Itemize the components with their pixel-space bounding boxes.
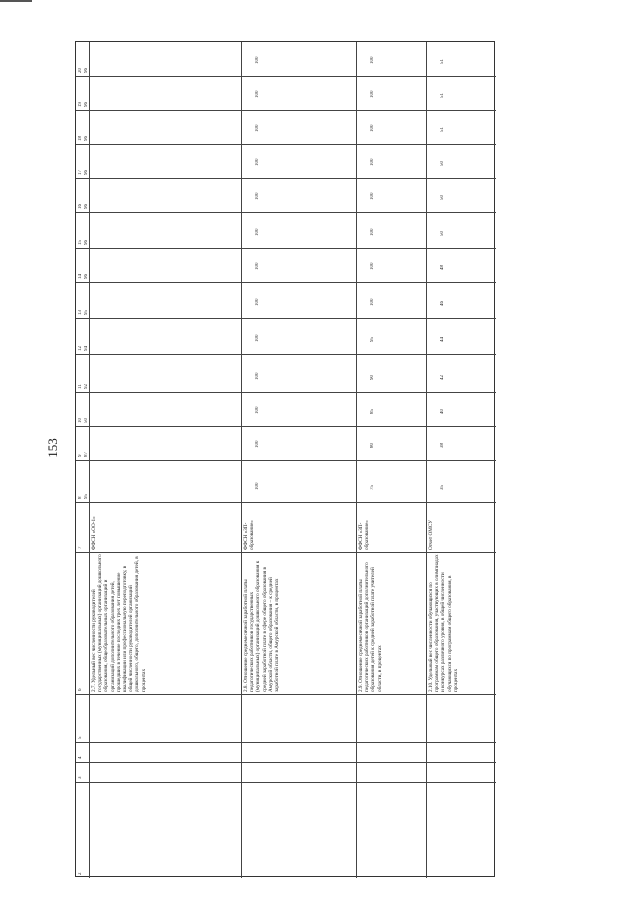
value-cell: 100: [255, 372, 260, 380]
value-cell: 100: [255, 158, 260, 166]
value-cell: 38: [440, 443, 445, 448]
value-cell: 51: [440, 59, 445, 64]
column-divider: [76, 782, 496, 783]
column-divider: [76, 460, 496, 461]
header-value: 96: [84, 68, 89, 73]
column-number: 4: [78, 756, 83, 759]
value-cell: 100: [370, 298, 375, 306]
column-number: 7: [78, 546, 83, 549]
column-number: 9: [78, 454, 83, 457]
value-cell: 95: [370, 337, 375, 342]
column-divider: [76, 426, 496, 427]
value-cell: 100: [370, 262, 375, 270]
value-cell: 100: [370, 158, 375, 166]
value-cell: 100: [255, 298, 260, 306]
value-cell: 46: [440, 301, 445, 306]
header-value: 95: [84, 310, 89, 315]
value-cell: 50: [440, 195, 445, 200]
value-cell: 100: [370, 124, 375, 132]
source-cell: ФФСН «ОО-1»: [91, 516, 97, 550]
column-number: 8: [78, 496, 83, 499]
value-cell: 42: [440, 375, 445, 380]
column-number: 15: [78, 240, 83, 245]
header-value: 96: [84, 204, 89, 209]
column-divider: [76, 76, 496, 77]
column-number: 20: [78, 68, 83, 73]
column-number: 16: [78, 204, 83, 209]
column-divider: [76, 318, 496, 319]
header-value: 92: [84, 384, 89, 389]
column-divider: [76, 144, 496, 145]
value-cell: 51: [440, 127, 445, 132]
column-divider: [76, 502, 496, 503]
value-cell: 85: [370, 409, 375, 414]
column-divider: [76, 282, 496, 283]
column-number: 13: [78, 310, 83, 315]
indicator-cell: 2.9. Отношение среднемесячной заработной платы педагогических работников организаций дополнительного образования детей к средней заработной плате учителей области, в процентах: [358, 562, 383, 692]
value-cell: 100: [370, 56, 375, 64]
value-cell: 100: [370, 90, 375, 98]
value-cell: 44: [440, 337, 445, 342]
value-cell: 100: [255, 124, 260, 132]
column-number: 17: [78, 170, 83, 175]
value-cell: 100: [255, 228, 260, 236]
column-number: 2: [78, 872, 83, 875]
column-divider: [76, 110, 496, 111]
value-cell: 48: [440, 265, 445, 270]
header-value: 96: [84, 170, 89, 175]
value-cell: 50: [440, 231, 445, 236]
value-cell: 100: [255, 482, 260, 490]
column-number: 18: [78, 136, 83, 141]
column-divider: [76, 212, 496, 213]
column-divider: [76, 762, 496, 763]
column-number: 3: [78, 776, 83, 779]
scan-mark: [0, 0, 32, 2]
rotated-table: [75, 41, 495, 877]
value-cell: 100: [255, 56, 260, 64]
column-divider: [76, 248, 496, 249]
column-number: 10: [78, 418, 83, 423]
column-divider: [76, 392, 496, 393]
value-cell: 100: [255, 440, 260, 448]
source-cell: ФФСН «ЗП-образование»: [358, 520, 371, 550]
value-cell: 100: [370, 228, 375, 236]
header-value: 95: [84, 494, 89, 499]
column-divider: [76, 552, 496, 553]
column-divider: [76, 694, 496, 695]
header-value: 96: [84, 240, 89, 245]
column-number: 6: [78, 688, 83, 691]
column-number: 11: [78, 384, 83, 389]
header-value: 96: [84, 102, 89, 107]
value-cell: 100: [255, 262, 260, 270]
indicator-cell: 2.10. Удельный вес численности обучающихся по программам общего образования, участвующих в олимпиадах и конкурсах различного уровня, в общей численности обучающихся по программам общего образования, в процентах: [428, 554, 459, 692]
header-value: 96: [84, 274, 89, 279]
page-number: 153: [45, 438, 60, 458]
column-divider: [76, 742, 496, 743]
header-value: 96: [84, 136, 89, 141]
value-cell: 40: [440, 409, 445, 414]
column-number: 19: [78, 102, 83, 107]
column-number: 5: [78, 736, 83, 739]
value-cell: 51: [440, 93, 445, 98]
value-cell: 100: [370, 192, 375, 200]
value-cell: 100: [255, 192, 260, 200]
header-value: 50: [84, 418, 89, 423]
value-cell: 80: [370, 443, 375, 448]
header-value: 94: [84, 346, 89, 351]
column-number: 12: [78, 346, 83, 351]
value-cell: 90: [370, 375, 375, 380]
indicator-cell: 2.8. Отношение среднемесячной заработной платы педагогических работников государственных (муниципальных) организаций дошкольного образования к средней заработной плате в сфере общего образования в Амурской области, общего образования – к средней заработной плате в Амурской области, в процентах: [243, 560, 281, 692]
source-cell: ФФСН «ЗП-образование»: [243, 520, 256, 550]
indicator-cell: 2.7. Удельный вес численности руководителей государственных (муниципальных) организаций дошкольного образования, общеобразовательных организаций и организаций дополнительного образования детей, прошедших в течение последних трех лет повышение квалификации или профессиональную переподготовку, в общей численности руководителей организаций дошкольного, общего, дополнительного образования детей, в процентах: [91, 554, 147, 692]
value-cell: 35: [440, 485, 445, 490]
value-cell: 75: [370, 485, 375, 490]
source-cell: Отчет ОМСУ: [428, 520, 434, 550]
header-value: 87: [84, 452, 89, 457]
column-divider: [76, 178, 496, 179]
value-cell: 100: [255, 406, 260, 414]
value-cell: 100: [255, 90, 260, 98]
column-number: 14: [78, 274, 83, 279]
column-divider: [76, 354, 496, 355]
value-cell: 100: [255, 334, 260, 342]
value-cell: 50: [440, 161, 445, 166]
